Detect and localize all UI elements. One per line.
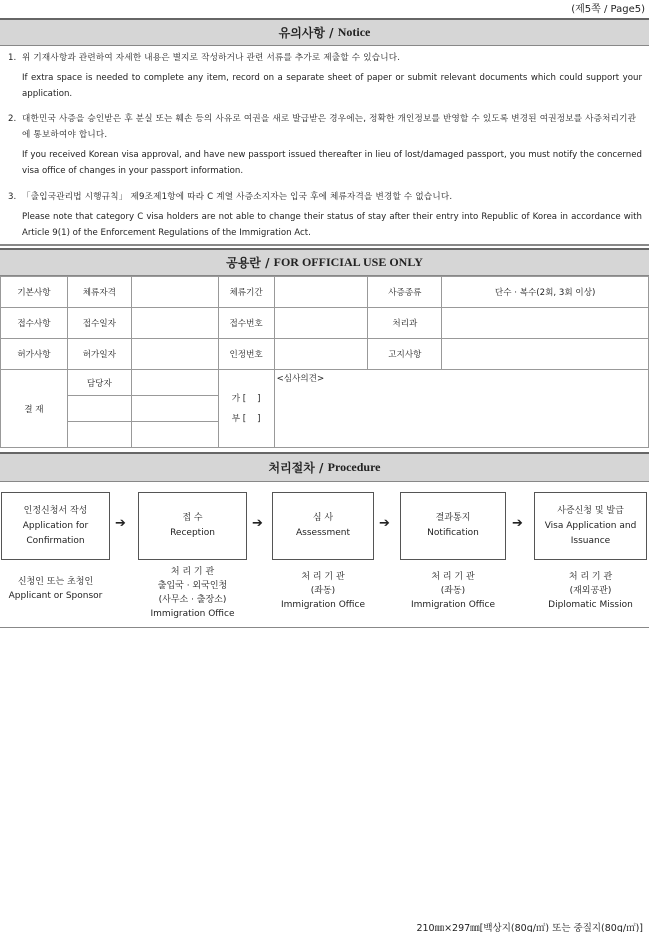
bottom-divider	[0, 627, 649, 628]
actor-line: Immigration Office	[150, 609, 235, 619]
procedure-title-kr: 처리절차	[268, 461, 315, 475]
procedure-header	[0, 452, 649, 482]
field-permission-date[interactable]	[131, 339, 218, 370]
step-visa-issuance	[534, 492, 647, 560]
actor-line: 처 리 기 관	[431, 572, 475, 582]
actor-line: Immigration Office	[281, 600, 365, 610]
step-line: Visa Application and	[544, 520, 637, 531]
field-approver-signature-2[interactable]	[131, 396, 218, 422]
step-actor-assessment	[264, 570, 382, 612]
notice-item-kr: 위 기재사항과 관련하여 자세한 내용은 별지로 작성하거나 관련 서류를 추가로 제출할 수 있습니다.	[22, 53, 401, 63]
step-application	[1, 492, 110, 560]
approval-label: 결 재	[1, 370, 68, 448]
notice-item-number: 3.	[8, 192, 17, 202]
notice-title-kr: 유의사항	[278, 26, 325, 40]
actor-line: 처 리 기 관	[568, 572, 613, 582]
label-officer: 담당자	[67, 370, 131, 396]
actor-line: Immigration Office	[411, 600, 495, 610]
notice-title-en: Notice	[337, 25, 371, 39]
row-label-permission: 허가사항	[1, 339, 68, 370]
arrow-icon: ➔	[115, 516, 126, 531]
step-actor-notification	[394, 570, 512, 612]
actor-line: (사무소 · 출장소)	[158, 595, 227, 605]
actor-line: Diplomatic Mission	[548, 600, 633, 610]
actor-line: 처 리 기 관	[170, 567, 215, 577]
official-title-en: FOR OFFICIAL USE ONLY	[273, 255, 423, 269]
notice-item-en: If you received Korean visa approval, and have new passport issued thereafter in lieu of lost/damaged passport, you must notify the concerned visa office of changes in your passport information.	[22, 150, 642, 176]
step-line: Notification	[427, 528, 479, 538]
label-permission-date: 허가일자	[67, 339, 131, 370]
procedure-title-sep: /	[314, 460, 328, 475]
step-line: 심 사	[312, 513, 334, 523]
actor-line: (재외공관)	[569, 586, 612, 596]
field-stay-period[interactable]	[274, 277, 368, 308]
notice-item-number: 2.	[8, 114, 17, 124]
actor-line: 출입국 · 외국인청	[157, 581, 228, 591]
field-officer-signature[interactable]	[131, 370, 218, 396]
notice-item	[8, 50, 642, 102]
official-use-table	[0, 276, 649, 448]
visa-type-options[interactable]: 단수 · 복수(2회, 3회 이상)	[442, 277, 649, 308]
review-opinion-field[interactable]	[274, 370, 648, 448]
review-opinion-label: <심사의견>	[276, 374, 325, 384]
field-stay-status[interactable]	[131, 277, 218, 308]
label-confirmation-number: 인정번호	[218, 339, 274, 370]
step-line: Reception	[170, 528, 215, 538]
field-approver-title-3[interactable]	[67, 422, 131, 448]
label-receipt-number: 접수번호	[218, 308, 274, 339]
notice-title-sep: /	[324, 25, 338, 40]
official-title-kr: 공용란	[226, 256, 261, 270]
approve-checkbox[interactable]: 가 [ ]	[231, 393, 261, 404]
field-receipt-number[interactable]	[274, 308, 368, 339]
official-title-sep: /	[260, 255, 274, 270]
notice-item	[8, 111, 642, 179]
step-notification	[400, 492, 506, 560]
field-processing-dept[interactable]	[442, 308, 649, 339]
field-receipt-date[interactable]	[131, 308, 218, 339]
arrow-icon: ➔	[379, 516, 390, 531]
paper-spec-footer: 210㎜×297㎜[백상지(80g/㎡) 또는 중질지(80g/㎡)]	[416, 923, 643, 932]
actor-line: Applicant or Sponsor	[8, 591, 103, 601]
field-confirmation-number[interactable]	[274, 339, 368, 370]
label-receipt-date: 접수일자	[67, 308, 131, 339]
actor-line: (좌동)	[310, 586, 336, 596]
step-actor-application	[1, 575, 110, 603]
step-line: 접 수	[182, 513, 203, 523]
field-notice-items[interactable]	[442, 339, 649, 370]
actor-line: 신청인 또는 초청인	[17, 577, 94, 587]
notice-item-en: Please note that category C visa holders are not able to change their status of stay after their entry into Republic of Korea in accordance with Article 9(1) of the Enforcement Regulations of the Immigration Act.	[22, 212, 642, 238]
step-line: 결과통지	[435, 513, 471, 523]
step-line: 인정신청서 작성	[23, 505, 88, 516]
step-line: 사증신청 및 발급	[557, 505, 624, 516]
arrow-icon: ➔	[512, 516, 523, 531]
label-stay-period: 체류기간	[218, 277, 274, 308]
row-label-basic: 기본사항	[1, 277, 68, 308]
step-reception	[138, 492, 247, 560]
notice-header	[0, 18, 649, 46]
notice-item-kr: 대한민국 사증을 승인받은 후 분실 또는 훼손 등의 사유로 여권을 새로 발급받은 경우에는, 정확한 개인정보를 반영할 수 있도록 변경된 여권정보를 사증처리기관에 통보하여야 합니다.	[22, 114, 637, 140]
notice-item	[8, 189, 642, 241]
page-number: (제5쪽 / Page5)	[571, 4, 645, 15]
label-processing-dept: 처리과	[368, 308, 442, 339]
step-actor-issuance	[532, 570, 649, 612]
procedure-title-en: Procedure	[327, 460, 381, 474]
row-label-receipt: 접수사항	[1, 308, 68, 339]
step-assessment	[272, 492, 374, 560]
notice-item-number: 1.	[8, 53, 17, 63]
label-stay-status: 체류자격	[67, 277, 131, 308]
step-line: Assessment	[296, 528, 350, 538]
label-notice-items: 고지사항	[368, 339, 442, 370]
approve-reject-cell	[218, 370, 274, 448]
field-approver-signature-3[interactable]	[131, 422, 218, 448]
actor-line: 처 리 기 관	[301, 572, 345, 582]
label-visa-type: 사증종류	[368, 277, 442, 308]
step-line: Application for	[22, 520, 89, 531]
notice-item-kr: 「출입국관리법 시행규칙」 제9조제1항에 따라 C 계열 사증소지자는 입국 후에 체류자격을 변경할 수 없습니다.	[22, 192, 453, 202]
field-approver-title-2[interactable]	[67, 396, 131, 422]
step-line: Confirmation	[26, 535, 85, 546]
official-header	[0, 248, 649, 276]
notice-item-en: If extra space is needed to complete any item, record on a separate sheet of paper or submit relevant documents which could support your application.	[22, 73, 642, 99]
notice-body	[0, 46, 649, 246]
arrow-icon: ➔	[252, 516, 263, 531]
reject-checkbox[interactable]: 부 [ ]	[231, 413, 261, 424]
step-actor-reception	[138, 565, 247, 621]
actor-line: (좌동)	[440, 586, 466, 596]
step-line: Issuance	[570, 535, 611, 546]
